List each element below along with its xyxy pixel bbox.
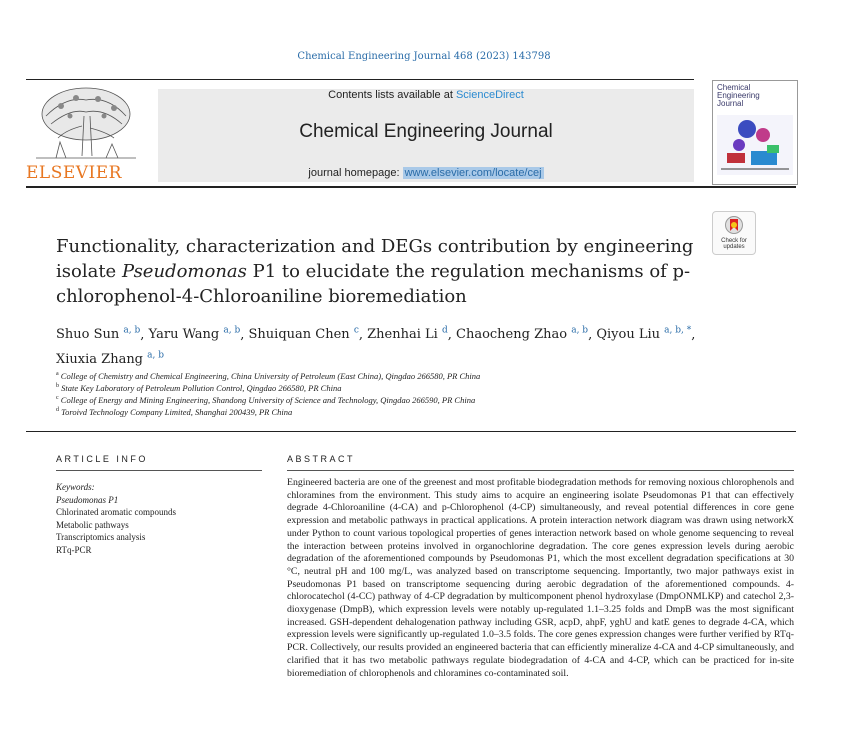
article-info-heading: ARTICLE INFO: [56, 454, 148, 464]
abstract-heading: ABSTRACT: [287, 454, 356, 464]
author-affiliation-mark[interactable]: a, b, *: [664, 326, 692, 336]
check-for-updates-button[interactable]: [712, 211, 756, 255]
keyword-item[interactable]: Pseudomonas P1: [56, 494, 119, 505]
keywords-list: [56, 481, 176, 556]
affiliation-mark: d: [56, 407, 59, 414]
contents-prefix: Contents lists available at: [328, 89, 456, 101]
author-name: Zhenhai Li: [367, 327, 438, 343]
author-name: Chaocheng Zhao: [456, 327, 568, 343]
contents-line: [158, 89, 694, 101]
header-bottom-rule: [26, 186, 796, 188]
author-affiliation-mark[interactable]: d: [441, 326, 448, 336]
keyword-item[interactable]: Transcriptomics analysis: [56, 532, 146, 542]
check-updates-label: Check for updates: [721, 238, 747, 250]
author-name: Qiyou Liu: [596, 327, 660, 343]
header-top-rule: [26, 79, 694, 80]
journal-cover[interactable]: [712, 80, 798, 185]
keyword-item[interactable]: Chlorinated aromatic compounds: [56, 507, 176, 517]
sciencedirect-link[interactable]: ScienceDirect: [455, 89, 524, 101]
author-name: Shuiquan Chen: [248, 327, 350, 343]
title-italic: Pseudomonas: [121, 261, 247, 282]
affiliation-text: College of Energy and Mining Engineering, Shandong University of Science and Technology, Qingdao 266590, PR China: [60, 395, 476, 405]
elsevier-tree-logo: [26, 86, 144, 161]
affiliation: [56, 371, 480, 381]
keyword-item[interactable]: Metabolic pathways: [56, 519, 129, 530]
journal-citation[interactable]: Chemical Engineering Journal 468 (2023) 143798: [297, 51, 551, 62]
cover-title: Chemical Engineering Journal: [717, 83, 760, 108]
author[interactable]: [367, 327, 448, 342]
abstract-rule: [287, 470, 794, 471]
author-name: Yaru Wang: [148, 327, 220, 343]
abstract-text: Engineered bacteria are one of the greenest and most profitable biodegradation methods for removing noxious chlorophenols and chloramines from the environment. This study aims to acquire an engineering isolate Pseudomonas P1 that can effectively degrade 4-Chloroaniline (4-CA) and p-Chlorophenol (4-CP) simultaneously, and reveal potential differences in core gene expression and metabolic pathways in practical applications. A protein interaction network diagram was drawn using networkX under Python to count various topological properties of genes interaction network based on whole genome sequencing to reveal the interaction between proteins involved in organochlorine degradation. The core genes expression levels during aerobic degradation of the aforementioned compounds by Pseudomonas P1, which the most excellent degradation specifications at 30 °C, neutral pH and 100 mg/L, was analyzed based on transcriptome sequencing. Importantly, two major pathways exist in Pseudomonas P1 based on transcriptome sequencing during aerobic degradation of the aforementioned compounds. 4-chlorocatechol (4-CC) pathway of 4-CP degradation by multicomponent phenol hydroxylase (DmpONMLKP) and catechol 2,3-dioxygenase (DmpB), which expression levels were notably up-regulated 1.1–3.25 folds and DmpB was the most significant increased. GSH-dependent dehalogenation pathway including GSR, acpD, ahpF, yghU and katE genes to degrade 4-CA, which expression levels were significantly up-regulated 1.0–3.5 folds. The core genes expression changes were further verified by RTq-PCR. Collectively, our results provided an engineered bacteria that can efficiently mineralize 4-CA and 4-CP simultaneously, and clarified that it has two metabolic pathways regulate biodegradation of 4-CA and 4-CP, which can be practiced for in-site bioremediation of chlorophenols and chloramines co-contaminated soil.: [287, 477, 794, 679]
affiliation-text: Toroivd Technology Company Limited, Shanghai 200439, PR China: [61, 407, 293, 417]
publisher-logo-text[interactable]: ELSEVIER: [26, 163, 122, 183]
affiliation-mark: b: [56, 383, 59, 390]
affiliation: [56, 395, 475, 405]
author-affiliation-mark[interactable]: a, b: [223, 326, 241, 336]
author[interactable]: [249, 327, 359, 342]
homepage-prefix: journal homepage:: [308, 167, 403, 179]
author-name: Xiuxia Zhang: [56, 351, 144, 367]
affiliation-mark: c: [56, 395, 59, 402]
keywords-label: Keywords:: [56, 482, 95, 492]
author-affiliation-mark[interactable]: c: [353, 326, 359, 336]
affiliations-divider: [26, 431, 796, 432]
author-affiliation-mark[interactable]: a, b: [123, 326, 141, 336]
author[interactable]: [56, 352, 164, 367]
author[interactable]: [456, 327, 588, 342]
check-updates-icon: [724, 215, 744, 237]
article-info-rule: [56, 470, 262, 471]
affiliation-text: State Key Laboratory of Petroleum Pollution Control, Qingdao 266580, PR China: [61, 383, 342, 393]
title-part-2: P1 to elucidate the regulation mechanisms of p-chlorophenol-4-Chloroaniline bioremediation: [56, 261, 691, 307]
affiliation-mark: a: [56, 371, 59, 378]
article-title: [56, 234, 696, 309]
title-part-1: Functionality, characterization and DEGs contribution by engineering isolate: [56, 236, 694, 282]
author[interactable]: [56, 327, 140, 342]
author[interactable]: [596, 327, 691, 342]
journal-title: Chemical Engineering Journal: [299, 121, 553, 142]
keyword-item[interactable]: RTq-PCR: [56, 544, 92, 555]
author[interactable]: [149, 327, 241, 342]
journal-homepage: [158, 167, 694, 179]
affiliation: [56, 383, 341, 393]
homepage-link[interactable]: www.elsevier.com/locate/cej: [404, 167, 542, 179]
author-list: Shuo Sun $^{a, b}$, Yaru Wang $^{a, b}$, Shuiquan Chen $^c$, Zhenhai Li $^d$, Chaocheng Zhao $^{a, b}$, Qiyou Liu $^{a, b, *}$, Xiuxia Zhang $^{a, b}$: [56, 326, 696, 367]
affiliation: [56, 407, 292, 417]
author-affiliation-mark[interactable]: a, b: [147, 350, 165, 361]
author-affiliation-mark[interactable]: a, b: [571, 326, 589, 336]
affiliation-text: College of Chemistry and Chemical Engineering, China University of Petroleum (East China), Qingdao 266580, PR China: [60, 371, 481, 381]
cover-graphic: [717, 115, 793, 175]
author-name: Shuo Sun: [56, 327, 120, 343]
